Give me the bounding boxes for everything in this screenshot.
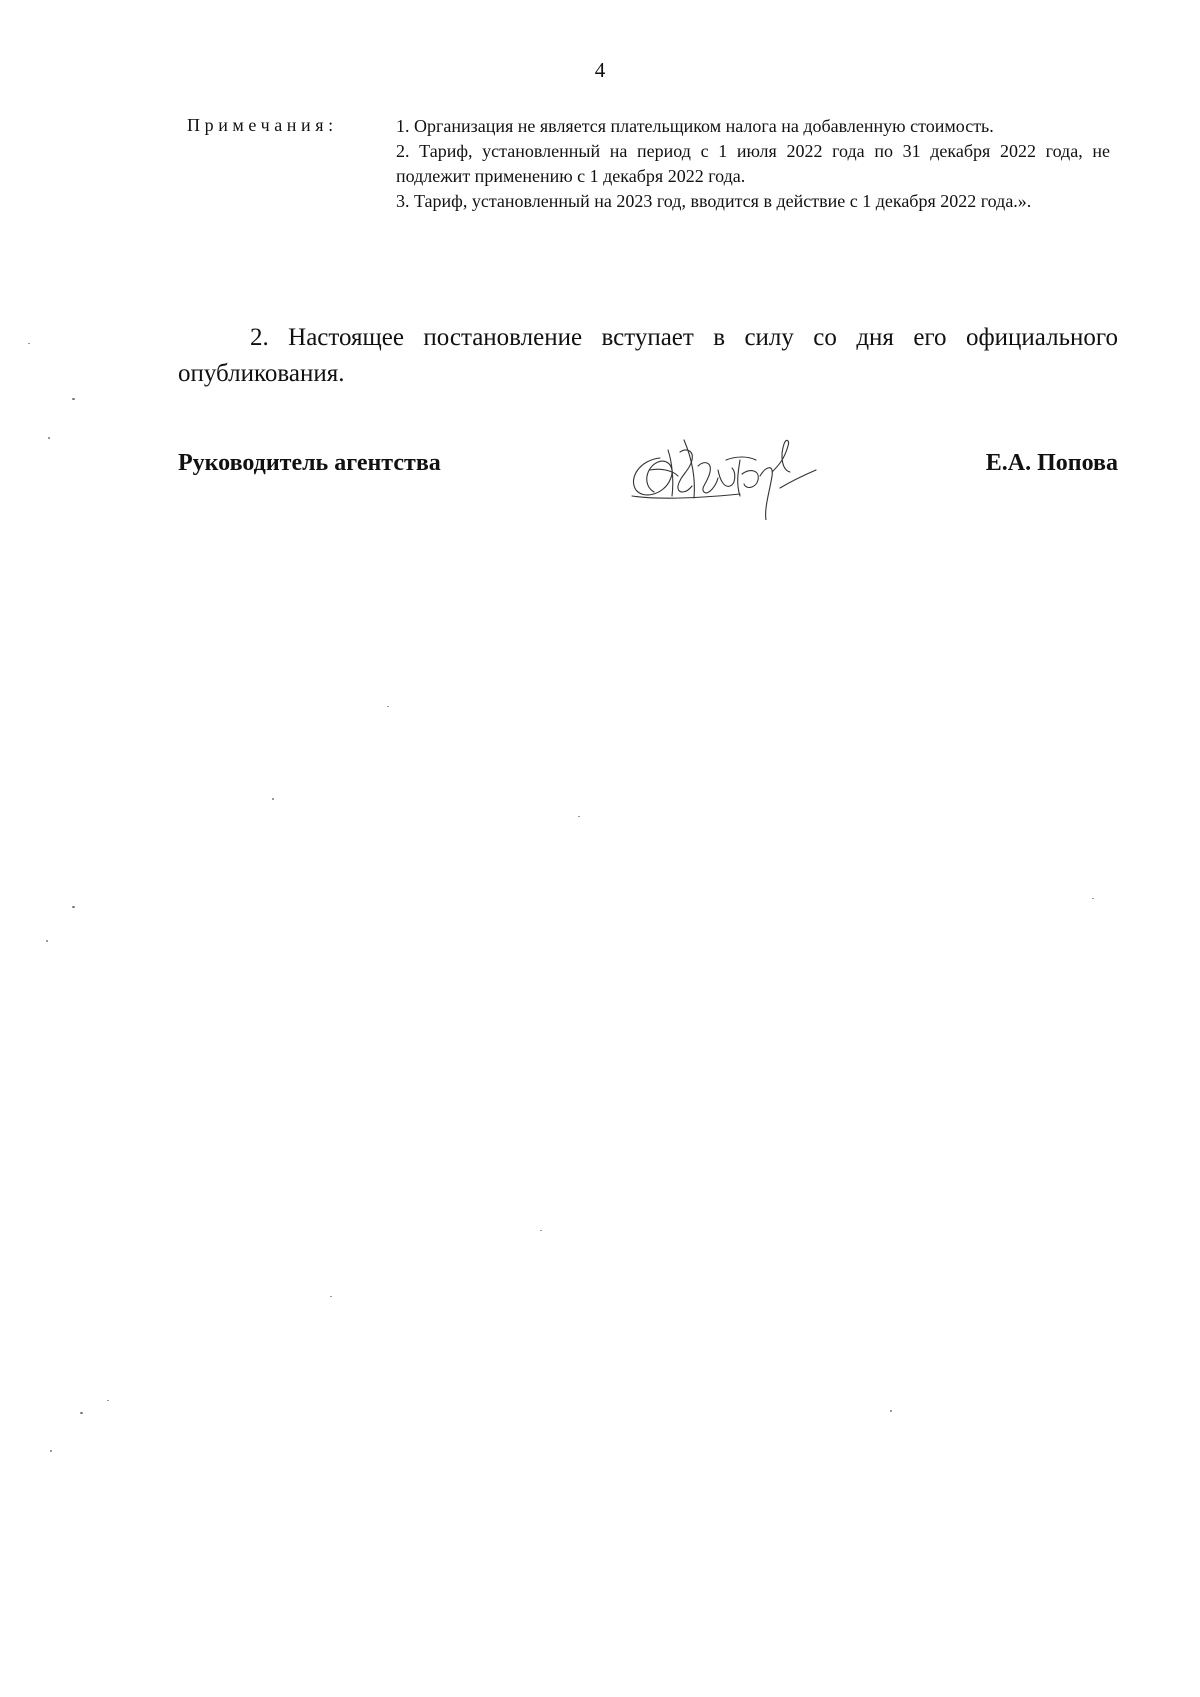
notes-list — [396, 114, 1110, 214]
scan-speck — [50, 1450, 52, 1452]
scan-speck — [28, 343, 30, 344]
note-item-2: 2. Тариф, установленный на период с 1 июля 2022 года по 31 декабря 2022 года, не подлежит применению с 1 декабря 2022 года. — [396, 141, 1110, 186]
scan-speck — [72, 398, 75, 400]
signature-block — [0, 450, 1200, 490]
scan-speck — [107, 1400, 109, 1401]
handwritten-signature — [620, 410, 830, 520]
signatory-name: Е.А. Попова — [985, 450, 1118, 476]
scan-speck — [46, 940, 48, 942]
signatory-title: Руководитель агентства — [178, 450, 441, 476]
scan-speck — [80, 1412, 83, 1414]
scan-speck — [387, 706, 389, 707]
scan-speck — [72, 906, 75, 908]
page-number: 4 — [594, 58, 606, 82]
notes-label: Примечания: — [187, 115, 338, 135]
scan-speck — [48, 437, 50, 439]
note-item-3: 3. Тариф, установленный на 2023 год, вводится в действие с 1 декабря 2022 года.». — [396, 191, 1032, 211]
scan-speck — [1092, 898, 1094, 899]
note-item-1: 1. Организация не является плательщиком налога на добавленную стоимость. — [396, 116, 994, 136]
scan-speck — [272, 798, 274, 800]
effective-date-paragraph: 2. Настоящее постановление вступает в силу со дня его официального опубликования. — [178, 324, 1118, 387]
scan-speck — [890, 1410, 892, 1412]
scan-speck — [540, 1230, 542, 1231]
scan-speck — [578, 816, 580, 817]
scan-speck — [330, 1296, 332, 1297]
